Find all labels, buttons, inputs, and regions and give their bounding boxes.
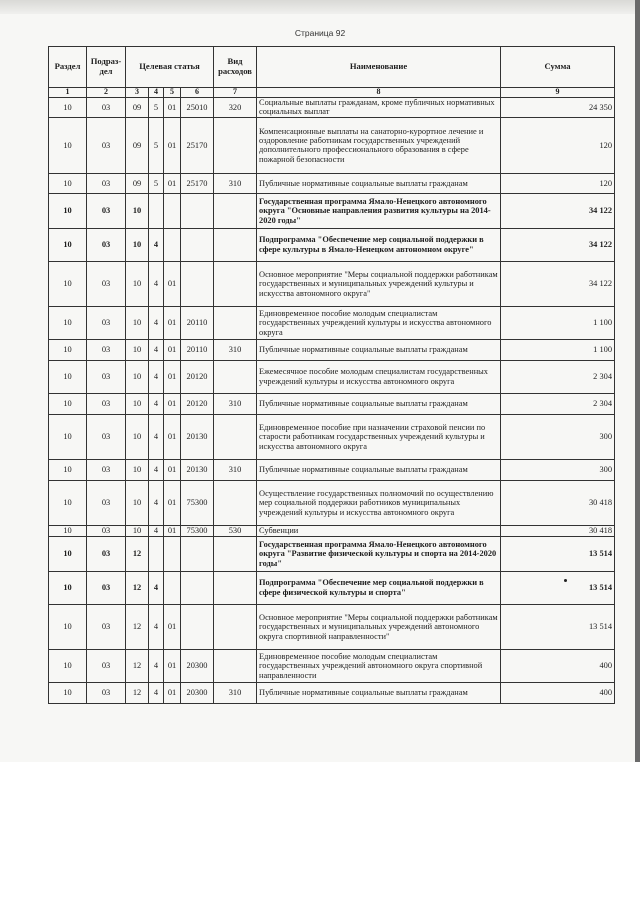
cell-name: Субвенции [257, 525, 501, 536]
cell-vid: 310 [214, 173, 257, 193]
cell-cs2: 4 [149, 360, 164, 393]
cell-podrazdel: 03 [87, 604, 126, 649]
table-row [49, 414, 615, 459]
cell-cs3: 01 [164, 98, 181, 118]
cell-sum: 13 514 [501, 536, 615, 571]
cell-sum: 2 304 [501, 393, 615, 414]
cell-vid [214, 306, 257, 339]
cell-razdel: 10 [49, 98, 87, 118]
table-row [49, 480, 615, 525]
cell-cs3 [164, 228, 181, 261]
cell-cs3: 01 [164, 480, 181, 525]
cell-podrazdel: 03 [87, 339, 126, 360]
cell-razdel: 10 [49, 682, 87, 703]
table-row [49, 261, 615, 306]
table-row [49, 339, 615, 360]
cell-cs1: 10 [126, 525, 149, 536]
cell-razdel: 10 [49, 480, 87, 525]
cell-cs3: 01 [164, 525, 181, 536]
cell-cs4 [181, 536, 214, 571]
cell-cs3 [164, 536, 181, 571]
cell-cs4: 25170 [181, 117, 214, 173]
table-row [49, 306, 615, 339]
cell-cs1: 12 [126, 682, 149, 703]
cell-cs2: 4 [149, 571, 164, 604]
cell-cs2: 4 [149, 306, 164, 339]
cell-cs3 [164, 571, 181, 604]
cell-vid [214, 261, 257, 306]
cell-cs3: 01 [164, 604, 181, 649]
cell-podrazdel: 03 [87, 228, 126, 261]
cell-razdel: 10 [49, 360, 87, 393]
cell-vid [214, 414, 257, 459]
table-row [49, 604, 615, 649]
cell-cs3: 01 [164, 682, 181, 703]
cell-vid [214, 360, 257, 393]
cell-cs4: 20300 [181, 682, 214, 703]
cell-cs1: 12 [126, 649, 149, 682]
cell-cs1: 10 [126, 459, 149, 480]
cell-podrazdel: 03 [87, 117, 126, 173]
cell-name: Единовременное пособие молодым специалистам государственных учреждений культуры и искусства автономного округа [257, 306, 501, 339]
column-index-cell: 4 [149, 88, 164, 98]
cell-cs1: 10 [126, 339, 149, 360]
cell-sum: 34 122 [501, 261, 615, 306]
cell-sum: 13 514 [501, 604, 615, 649]
cell-cs3: 01 [164, 459, 181, 480]
scan-dot [564, 579, 567, 582]
table-row [49, 393, 615, 414]
cell-razdel: 10 [49, 536, 87, 571]
cell-podrazdel: 03 [87, 306, 126, 339]
cell-name: Компенсационные выплаты на санаторно-курортное лечение и оздоровление работникам государственных учреждений дополнительного профессионального образования в сфере пожарной безопасности [257, 117, 501, 173]
table-row [49, 228, 615, 261]
header-razdel: Раздел [49, 47, 87, 88]
header-celevaya-statya: Целевая статья [126, 47, 214, 88]
cell-razdel: 10 [49, 571, 87, 604]
cell-name: Ежемесячное пособие молодым специалистам государственных учреждений культуры и искусства автономного округа [257, 360, 501, 393]
cell-razdel: 10 [49, 393, 87, 414]
budget-table [48, 46, 615, 704]
cell-cs2 [149, 193, 164, 228]
cell-razdel: 10 [49, 525, 87, 536]
cell-podrazdel: 03 [87, 173, 126, 193]
header-naimenovanie: Наименование [257, 47, 501, 88]
cell-name: Публичные нормативные социальные выплаты гражданам [257, 173, 501, 193]
cell-cs1: 10 [126, 414, 149, 459]
cell-podrazdel: 03 [87, 360, 126, 393]
cell-podrazdel: 03 [87, 480, 126, 525]
cell-sum: 120 [501, 117, 615, 173]
cell-cs2: 4 [149, 604, 164, 649]
cell-cs4 [181, 571, 214, 604]
table-row [49, 459, 615, 480]
cell-sum: 1 100 [501, 306, 615, 339]
cell-podrazdel: 03 [87, 536, 126, 571]
cell-cs4: 75300 [181, 525, 214, 536]
header-podrazdel: Подраз- дел [87, 47, 126, 88]
cell-cs4: 75300 [181, 480, 214, 525]
cell-vid [214, 571, 257, 604]
table-row [49, 649, 615, 682]
cell-name: Государственная программа Ямало-Ненецкого автономного округа "Развитие физической культуры и спорта на 2014-2020 годы" [257, 536, 501, 571]
cell-name: Единовременное пособие при назначении страховой пенсии по старости работникам государственных учреждений культуры и искусства автономного округа [257, 414, 501, 459]
cell-razdel: 10 [49, 459, 87, 480]
cell-sum: 30 418 [501, 525, 615, 536]
cell-sum: 400 [501, 682, 615, 703]
column-index-cell: 1 [49, 88, 87, 98]
cell-cs1: 10 [126, 360, 149, 393]
cell-cs3: 01 [164, 414, 181, 459]
cell-podrazdel: 03 [87, 649, 126, 682]
cell-vid [214, 604, 257, 649]
cell-name: Осуществление государственных полномочий по осуществлению мер социальной поддержки работников муниципальных учреждений культуры и искусства автономного округа [257, 480, 501, 525]
cell-cs4: 25170 [181, 173, 214, 193]
cell-cs3: 01 [164, 261, 181, 306]
header-row [49, 47, 615, 88]
cell-cs3: 01 [164, 649, 181, 682]
cell-vid [214, 480, 257, 525]
cell-cs1: 10 [126, 306, 149, 339]
cell-cs3: 01 [164, 173, 181, 193]
cell-cs1: 10 [126, 228, 149, 261]
cell-cs2: 4 [149, 393, 164, 414]
cell-cs1: 09 [126, 98, 149, 118]
cell-cs2: 4 [149, 414, 164, 459]
cell-vid [214, 193, 257, 228]
cell-vid: 310 [214, 459, 257, 480]
column-index-row [49, 88, 615, 98]
cell-podrazdel: 03 [87, 98, 126, 118]
cell-cs3: 01 [164, 339, 181, 360]
column-index-cell: 9 [501, 88, 615, 98]
table-row [49, 682, 615, 703]
cell-name: Государственная программа Ямало-Ненецкого автономного округа "Основные направления развития культуры на 2014-2020 годы" [257, 193, 501, 228]
cell-sum: 400 [501, 649, 615, 682]
cell-cs3: 01 [164, 360, 181, 393]
cell-cs2: 5 [149, 98, 164, 118]
cell-cs3: 01 [164, 393, 181, 414]
column-index-cell: 3 [126, 88, 149, 98]
table-row [49, 117, 615, 173]
cell-cs3 [164, 193, 181, 228]
cell-podrazdel: 03 [87, 393, 126, 414]
cell-cs1: 12 [126, 604, 149, 649]
cell-sum: 13 514 [501, 571, 615, 604]
cell-sum: 1 100 [501, 339, 615, 360]
cell-cs2: 5 [149, 173, 164, 193]
cell-cs4: 20120 [181, 393, 214, 414]
cell-name: Социальные выплаты гражданам, кроме публичных нормативных социальных выплат [257, 98, 501, 118]
cell-vid: 310 [214, 339, 257, 360]
cell-cs4 [181, 261, 214, 306]
cell-razdel: 10 [49, 117, 87, 173]
cell-name: Подпрограмма "Обеспечение мер социальной поддержки в сфере физической культуры и спорта" [257, 571, 501, 604]
column-index-cell: 6 [181, 88, 214, 98]
column-index-cell: 8 [257, 88, 501, 98]
cell-cs2 [149, 536, 164, 571]
cell-cs1: 12 [126, 536, 149, 571]
cell-sum: 24 350 [501, 98, 615, 118]
cell-cs4 [181, 228, 214, 261]
cell-name: Публичные нормативные социальные выплаты гражданам [257, 682, 501, 703]
cell-cs4: 20130 [181, 459, 214, 480]
cell-cs3: 01 [164, 117, 181, 173]
cell-podrazdel: 03 [87, 571, 126, 604]
cell-podrazdel: 03 [87, 261, 126, 306]
cell-name: Подпрограмма "Обеспечение мер социальной поддержки в сфере культуры в Ямало-Ненецком автономном округе" [257, 228, 501, 261]
cell-cs4: 20130 [181, 414, 214, 459]
table-row [49, 525, 615, 536]
cell-cs1: 12 [126, 571, 149, 604]
cell-podrazdel: 03 [87, 459, 126, 480]
cell-vid [214, 117, 257, 173]
cell-razdel: 10 [49, 193, 87, 228]
cell-cs4 [181, 193, 214, 228]
cell-sum: 34 122 [501, 193, 615, 228]
header-vid-rashodov: Вид расходов [214, 47, 257, 88]
cell-vid: 310 [214, 682, 257, 703]
table-row [49, 173, 615, 193]
cell-vid [214, 649, 257, 682]
cell-razdel: 10 [49, 228, 87, 261]
cell-vid: 310 [214, 393, 257, 414]
cell-cs2: 4 [149, 261, 164, 306]
cell-razdel: 10 [49, 306, 87, 339]
cell-cs4: 25010 [181, 98, 214, 118]
cell-name: Единовременное пособие молодым специалистам государственных учреждений автономного округа спортивной направленности [257, 649, 501, 682]
cell-cs4: 20110 [181, 306, 214, 339]
cell-cs4: 20110 [181, 339, 214, 360]
cell-cs3: 01 [164, 306, 181, 339]
header-summa: Сумма [501, 47, 615, 88]
cell-name: Основное мероприятие "Меры социальной поддержки работникам государственных и муниципальных учреждений культуры и искусства автономного округа" [257, 261, 501, 306]
table-row [49, 360, 615, 393]
cell-cs1: 09 [126, 173, 149, 193]
cell-cs2: 4 [149, 459, 164, 480]
cell-cs1: 10 [126, 393, 149, 414]
cell-cs1: 10 [126, 480, 149, 525]
cell-cs2: 4 [149, 339, 164, 360]
column-index-cell: 5 [164, 88, 181, 98]
cell-razdel: 10 [49, 414, 87, 459]
table-row [49, 98, 615, 118]
cell-podrazdel: 03 [87, 682, 126, 703]
cell-cs4: 20120 [181, 360, 214, 393]
cell-vid: 320 [214, 98, 257, 118]
cell-vid: 530 [214, 525, 257, 536]
cell-cs2: 4 [149, 480, 164, 525]
cell-cs2: 4 [149, 649, 164, 682]
scan-right-edge [635, 0, 640, 762]
cell-podrazdel: 03 [87, 193, 126, 228]
cell-cs2: 4 [149, 228, 164, 261]
cell-cs1: 09 [126, 117, 149, 173]
cell-sum: 300 [501, 414, 615, 459]
cell-cs2: 5 [149, 117, 164, 173]
table-row [49, 536, 615, 571]
cell-vid [214, 228, 257, 261]
table-row [49, 571, 615, 604]
cell-sum: 2 304 [501, 360, 615, 393]
cell-razdel: 10 [49, 339, 87, 360]
cell-sum: 30 418 [501, 480, 615, 525]
cell-razdel: 10 [49, 173, 87, 193]
cell-cs2: 4 [149, 525, 164, 536]
cell-sum: 34 122 [501, 228, 615, 261]
column-index-cell: 2 [87, 88, 126, 98]
cell-podrazdel: 03 [87, 414, 126, 459]
cell-razdel: 10 [49, 604, 87, 649]
cell-razdel: 10 [49, 649, 87, 682]
cell-cs4: 20300 [181, 649, 214, 682]
cell-cs1: 10 [126, 261, 149, 306]
cell-cs4 [181, 604, 214, 649]
cell-cs1: 10 [126, 193, 149, 228]
table-row [49, 193, 615, 228]
cell-podrazdel: 03 [87, 525, 126, 536]
cell-name: Публичные нормативные социальные выплаты гражданам [257, 393, 501, 414]
cell-sum: 120 [501, 173, 615, 193]
cell-cs2: 4 [149, 682, 164, 703]
cell-vid [214, 536, 257, 571]
cell-name: Публичные нормативные социальные выплаты гражданам [257, 339, 501, 360]
page-header: Страница 92 [294, 28, 346, 38]
cell-razdel: 10 [49, 261, 87, 306]
table-body [49, 98, 615, 704]
cell-name: Публичные нормативные социальные выплаты гражданам [257, 459, 501, 480]
column-index-cell: 7 [214, 88, 257, 98]
cell-name: Основное мероприятие "Меры социальной поддержки работникам государственных и муниципальных учреждений автономного округа спортивной направленности" [257, 604, 501, 649]
scan-top-shadow [0, 0, 640, 14]
cell-sum: 300 [501, 459, 615, 480]
